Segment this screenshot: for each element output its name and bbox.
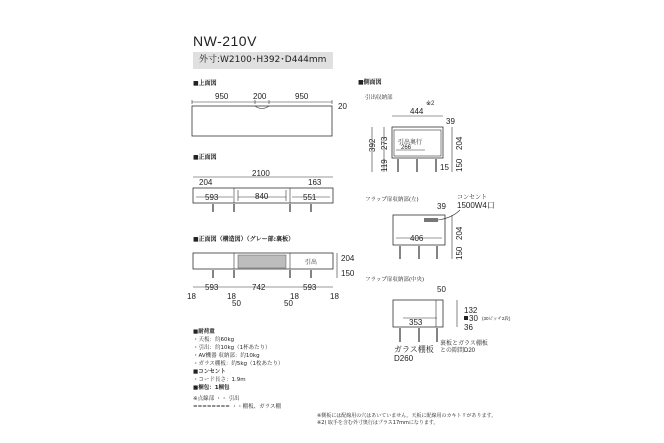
dimension-label: 119 — [380, 159, 389, 172]
dimension-label: 1500W4口 — [457, 201, 495, 210]
dimension-label: 18 — [227, 292, 236, 301]
dimension-label: 840 — [255, 192, 269, 201]
load-capacity — [193, 328, 284, 411]
front-view-drawing — [193, 169, 333, 212]
front-view-heading: ■正面図 — [193, 154, 217, 161]
load-item: ・ガラス棚板：約5kg（1枚あたり） — [193, 361, 284, 367]
dimension-label: 150 — [341, 269, 355, 278]
top-view-drawing — [192, 92, 347, 136]
dimension-label: 392 — [368, 138, 377, 152]
dimension-label: 39 — [446, 117, 455, 126]
flap-center-drawing — [393, 285, 511, 363]
dimension-label: 950 — [215, 92, 229, 101]
dimension-label: 406 — [410, 234, 424, 243]
dimension-label: 204 — [455, 136, 464, 150]
legend-row: ※点線部 ・・ 引出 — [193, 396, 240, 402]
package-info: ■梱包：1梱包 — [193, 385, 230, 391]
side-drawer-drawing — [368, 100, 464, 172]
dimension-label: 2100 — [252, 169, 270, 178]
dimension-label: との隙間D20 — [440, 348, 476, 354]
dimension-label: 50 — [437, 285, 446, 294]
side-view-heading: ■側面図 — [358, 79, 382, 86]
dimension-label: 50 — [284, 299, 293, 308]
dimension-label: 36 — [464, 323, 473, 332]
dimension-label: 204 — [199, 178, 213, 187]
dimension-label: 200 — [253, 92, 267, 101]
dimension-label: 18 — [330, 292, 339, 301]
product-title: NW-210V — [193, 33, 257, 49]
dimension-label: 950 — [295, 92, 309, 101]
outer-dimensions: 外寸:W2100･H392･D444mm — [193, 52, 333, 69]
dimension-label: 引出 — [305, 260, 318, 266]
dimension-label: 150 — [455, 158, 464, 172]
side-drawer-label: 引出収納部 — [365, 95, 393, 101]
dimension-label: 39 — [437, 202, 446, 211]
dimension-label: D260 — [394, 354, 414, 363]
footnote: ※2) 取手を含む外寸奥行はプラス17mmになります。 — [317, 420, 439, 426]
dimension-label: 18 — [187, 292, 196, 301]
dimension-label: 150 — [455, 246, 464, 260]
dimension-label: 163 — [308, 178, 322, 187]
dimension-label: 18 — [290, 292, 299, 301]
dimension-label: 204 — [341, 254, 355, 263]
dimension-label: 裏板とガラス棚板 — [440, 341, 488, 347]
footnote: ※側板には配線用の穴はあいていません。天板に配線用のカキトリがあります。 — [317, 413, 497, 419]
dimension-label: 50 — [232, 299, 241, 308]
flap-left-label: フラップ扉収納部(左) — [365, 197, 419, 203]
dimension-label: 15 — [440, 163, 449, 172]
dimension-label: 132 — [464, 306, 478, 315]
structure-view-heading: ■正面図（構造図）（グレー部:裏板） — [193, 236, 295, 243]
dimension-label: 273 — [380, 136, 389, 150]
structure-view-drawing — [187, 253, 355, 308]
dimension-label: 551 — [303, 193, 317, 202]
dimension-label: ※2 — [426, 101, 435, 107]
flap-left-drawing — [393, 194, 495, 260]
dimension-label: 引出奥行 — [398, 140, 423, 146]
dimension-label: 266 — [401, 145, 412, 151]
dimension-label: 593 — [303, 283, 317, 292]
outlet-item: ・コード長さ：1.9m — [193, 377, 246, 383]
load-item: ・天板：約60kg — [193, 337, 235, 343]
dimension-label: 30 — [469, 314, 478, 323]
dimension-label: ガラス棚板 — [394, 345, 434, 354]
dimension-label: (30ピッチ2段) — [482, 316, 511, 321]
dimension-label: 353 — [409, 318, 423, 327]
dimension-label: 204 — [455, 226, 464, 240]
load-item: ・AV機器 収納部：約10kg — [193, 353, 260, 359]
load-item: ・引出：約10kg（1杯あたり） — [193, 345, 271, 351]
dimension-label: コンセント — [457, 195, 488, 201]
outlet-heading: ■コンセント — [193, 369, 226, 375]
legend-row: ======== ・・棚板、ガラス棚 — [193, 404, 281, 410]
flap-center-label: フラップ扉収納部(中央) — [365, 277, 425, 283]
dimension-label: 593 — [205, 283, 219, 292]
footnotes — [317, 413, 496, 427]
dimension-label: 444 — [410, 107, 424, 116]
load-heading: ■耐荷重 — [193, 329, 215, 335]
dimension-label: 742 — [252, 283, 266, 292]
dimension-label: 593 — [205, 193, 219, 202]
dimension-label: 20 — [338, 102, 347, 111]
top-view-heading: ■上面図 — [193, 80, 217, 87]
